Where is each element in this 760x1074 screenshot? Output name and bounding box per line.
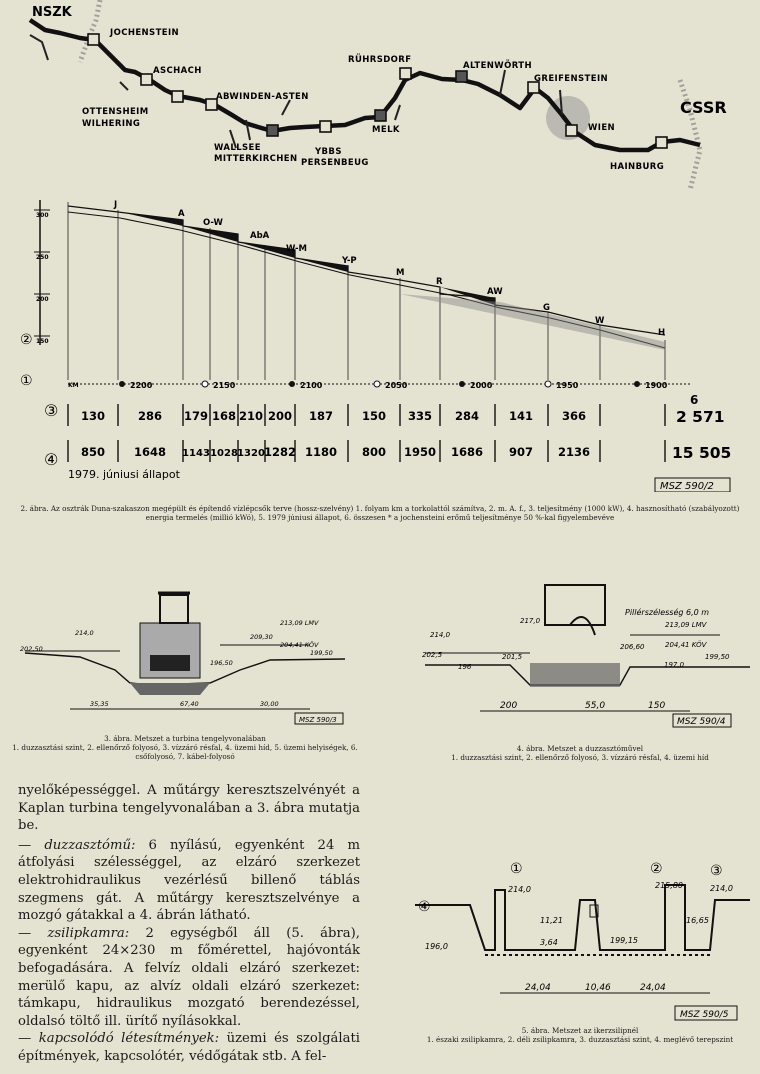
km-1900: 1900	[645, 381, 668, 390]
station-r: R	[436, 277, 443, 287]
fig3-level: 196,50	[210, 659, 233, 667]
row4-cell: 907	[508, 445, 534, 459]
marker-2: ②	[20, 332, 33, 348]
total-energy: 15 505	[672, 444, 732, 462]
row4-cell: 1028	[210, 448, 238, 459]
paragraph-4-text: üzemi és szolgálati építmények, kapcsolótér, védőgátak stb. A fel-	[18, 1031, 360, 1064]
paragraph-2: — duzzasztómű: 6 nyílású, egyenként 24 m átfolyási szélességgel, az elzáró szerkezet elektrohidraulikus vezérlésű billenő táblás szegmens gát. A műtárgy keresztszelvénye a mozgó gátakkal a 4. ábrán látható.	[18, 837, 360, 924]
station-m: M	[396, 268, 405, 278]
fig5-height: 11,21	[540, 916, 563, 925]
label-hainburg: HAINBURG	[610, 162, 665, 172]
figure5-caption-title: 5. ábra. Metszet az ikerzsilipnél	[521, 1026, 639, 1035]
fig5-level: 196,0	[425, 942, 448, 951]
figure5-caption	[405, 1026, 755, 1044]
dam-ottensheim	[172, 91, 183, 102]
fig4-dim: 55,0	[585, 701, 606, 711]
data-table	[0, 392, 760, 492]
msz-590-3: MSZ 590/3	[299, 716, 337, 724]
fig4-level: 217,0	[520, 617, 541, 625]
fig5-marker-2: ②	[650, 861, 663, 877]
scale-250: 250	[36, 254, 49, 261]
row3-cell: 284	[454, 409, 480, 423]
term-zsilipkamra: zsilipkamra:	[47, 925, 130, 941]
dam-wien	[566, 125, 577, 136]
fig5-dim: 24,04	[525, 983, 551, 993]
row3-cell: 150	[361, 409, 387, 423]
fig4-level: 201,5	[502, 653, 523, 661]
fig3-dim: 67,40	[180, 700, 199, 708]
label-altenworth: ALTENWÖRTH	[463, 61, 532, 71]
figure3-caption-body: 1. duzzasztási szint, 2. ellenőrző folyosó, 3. vízzáró résfal, 4. üzemi híd, 5. üzemi helyiségek, 6. csőfolyosó, 7. kábel-folyosó	[12, 743, 358, 761]
dam-melk	[375, 110, 386, 121]
fig4-level: 206,60	[620, 643, 645, 651]
dam-aschach	[141, 74, 152, 85]
km-2000: 2000	[470, 381, 493, 390]
dam-ruhrsdorf	[400, 68, 411, 79]
fig5-level: 214,0	[508, 885, 531, 894]
danube-map	[0, 0, 760, 190]
label-wien: WIEN	[588, 123, 616, 133]
fig5-level: 199,15	[610, 936, 638, 945]
fig3-level: 202,50	[20, 645, 43, 653]
msz-590-4: MSZ 590/4	[677, 717, 726, 727]
station-aw: AW	[487, 287, 503, 297]
fig3-level: 204,41 KÖV	[280, 641, 319, 649]
fig3-level: 214,0	[75, 629, 94, 637]
msz-590-5: MSZ 590/5	[680, 1010, 729, 1020]
fig5-level: 215,80	[655, 881, 683, 890]
row3-cell: 210	[238, 409, 264, 423]
label-melk: MELK	[372, 125, 400, 135]
total-power: 2 571	[676, 408, 725, 426]
fig4-level: 196	[458, 663, 472, 671]
row3-cell: 130	[80, 409, 106, 423]
fig4-level: 214,0	[430, 631, 451, 639]
label-ybbs-1: YBBS	[315, 147, 342, 157]
paragraph-1: nyelőképességgel. A műtárgy keresztszelvényét a Kaplan turbina tengelyvonalában a 3. ábra mutatja be.	[18, 783, 360, 834]
row3-cell: 286	[137, 409, 163, 423]
fig3-dim: 35,35	[90, 700, 109, 708]
km-2150: 2150	[213, 381, 236, 390]
row3-cell: 200	[267, 409, 293, 423]
marker-1: ①	[20, 373, 33, 389]
row3-cell: 141	[508, 409, 534, 423]
fig5-dim: 24,04	[640, 983, 666, 993]
dam-wallsee	[267, 125, 278, 136]
figure4-caption-body: 1. duzzasztási szint, 2. ellenőrző folyosó, 3. vízzáró résfal, 4. üzemi híd	[451, 753, 709, 762]
row4-cell: 1320	[237, 448, 265, 459]
label-greifenstein: GREIFENSTEIN	[534, 74, 609, 84]
scale-150: 150	[36, 338, 49, 345]
fig4-dim: 150	[648, 701, 666, 711]
km-2200: 2200	[130, 381, 153, 390]
station-yp: Y-P	[342, 256, 357, 266]
row3-cell: 168	[211, 409, 237, 423]
scale-200: 200	[36, 296, 49, 303]
label-ybbs-2: PERSENBEUG	[301, 158, 369, 168]
map-nszk: NSZK	[32, 5, 72, 20]
msz-590-2: MSZ 590/2	[660, 481, 714, 492]
row3-cell: 179	[183, 409, 209, 423]
term-duzzasztomu: duzzasztómű:	[44, 837, 136, 853]
paragraph-3-text: 2 egységből áll (5. ábra), egyenként 24×230 m főmérettel, hajóvonták befogadására. A felvíz oldali elzáró szerkezet: merülő kapu, az alvíz oldali elzáró szerkezet: támkapu, hidraulikus mozgató berendezéssel, oldalsó töltő ill. ürítő nyílásokkal.	[18, 925, 360, 1029]
figure3-caption	[5, 734, 365, 761]
row4-cell: 1648	[133, 445, 167, 459]
figure3-caption-title: 3. ábra. Metszet a turbina tengelyvonalában	[104, 734, 266, 743]
fig4-pillar: Pillérszélesség 6,0 m	[625, 608, 710, 617]
marker-3: ③	[44, 401, 59, 420]
km-label: KM	[68, 382, 79, 389]
fig5-dim: 10,46	[585, 983, 611, 993]
fig5-level: 214,0	[710, 884, 733, 893]
figure3-drawing	[10, 575, 360, 725]
km-1950: 1950	[556, 381, 579, 390]
fig3-level: 209,30	[250, 633, 273, 641]
paragraph-3: — zsilipkamra: 2 egységből áll (5. ábra), egyenként 24×230 m főmérettel, hajóvonták befogadására. A felvíz oldali elzáró szerkezet: merülő kapu, az alvíz oldali elzáró szerkezet: támkapu, hidraulikus mozgató berendezéssel, oldalsó töltő ill. ürítő nyílásokkal.	[18, 925, 360, 1029]
dam-altenworth	[456, 71, 467, 82]
row3-cell: 366	[561, 409, 587, 423]
station-h: H	[658, 328, 666, 338]
fig5-marker-1: ①	[510, 861, 523, 877]
figure4-drawing	[420, 575, 755, 730]
article-text	[18, 782, 360, 1066]
fig4-level: 197,0	[664, 661, 685, 669]
label-jochenstein: JOCHENSTEIN	[110, 28, 180, 38]
label-ottensheim-2: WILHERING	[82, 119, 141, 129]
figure5-caption-body: 1. északi zsilipkamra, 2. déli zsilipkamra, 3. duzzasztási szint, 4. meglévő terepszint	[426, 1035, 734, 1044]
scale-300: 300	[36, 212, 49, 219]
dam-hainburg	[656, 137, 667, 148]
fig3-level: 213,09 LMV	[280, 619, 319, 627]
marker-4: ④	[44, 450, 59, 469]
figure4-caption-title: 4. ábra. Metszet a duzzasztóművel	[516, 744, 644, 753]
fig4-level: 204,41 KÖV	[665, 641, 707, 649]
dam-ybbs	[320, 121, 331, 132]
label-wallsee-2: MITTERKIRCHEN	[214, 154, 298, 164]
label-wallsee-1: WALLSEE	[214, 143, 261, 153]
term-kapcsolodo: kapcsolódó létesítmények:	[38, 1031, 220, 1047]
fig5-marker-4: ④	[418, 899, 431, 915]
row3-cell: 187	[308, 409, 334, 423]
row4-cell: 1282	[263, 445, 297, 459]
km-2050: 2050	[385, 381, 408, 390]
row3-cell: 335	[407, 409, 433, 423]
fig4-level: 213,09 LMV	[665, 621, 707, 629]
fig4-dim: 200	[500, 701, 518, 711]
row4-cell: 1950	[403, 445, 437, 459]
fig5-height: 3,64	[540, 938, 558, 947]
row4-cell: 2136	[557, 445, 591, 459]
label-abwinden: ABWINDEN-ASTEN	[216, 92, 309, 102]
station-g: G	[543, 303, 550, 313]
fig3-dim: 30,00	[260, 700, 279, 708]
dam-jochenstein	[88, 34, 99, 45]
fig4-level: 202,5	[422, 651, 443, 659]
station-ow: O-W	[203, 218, 223, 228]
km-2100: 2100	[300, 381, 323, 390]
station-a: A	[178, 209, 185, 219]
year-label: 1979. júniusi állapot	[68, 468, 180, 481]
figure5-drawing	[410, 855, 755, 1025]
station-w: W	[595, 316, 605, 326]
paragraph-4: — kapcsolódó létesítmények: üzemi és szolgálati építmények, kapcsolótér, védőgátak stb. A fel-	[18, 1031, 360, 1064]
station-wm: W-M	[286, 244, 307, 254]
fig5-height: 16,65	[686, 916, 709, 925]
station-j: J	[114, 200, 118, 210]
row4-cell: 1180	[304, 445, 338, 459]
station-aba: AbA	[250, 231, 270, 241]
fig5-marker-3: ③	[710, 863, 723, 879]
row4-cell: 850	[80, 445, 106, 459]
total-marker: 6	[690, 393, 699, 407]
row4-cell: 1686	[450, 445, 484, 459]
figure4-caption	[405, 744, 755, 762]
paragraph-2-text: 6 nyílású, egyenként 24 m átfolyási szélességgel, az elzáró szerkezet elektrohidraulikus vezérlésű billenő táblás szegmens gát. A műtárgy keresztszelvénye a mozgó gátakkal a 4. ábrán látható.	[18, 837, 360, 924]
map-cssr: CSSR	[680, 98, 727, 117]
row4-cell: 1143	[182, 448, 210, 459]
label-aschach: ASCHACH	[153, 66, 202, 76]
figure2-caption: 2. ábra. Az osztrák Duna-szakaszon megépült és építendő vízlépcsők terve (hossz-szelvény) 1. folyam km a torkolattól számítva, 2. m. A. f., 3. teljesítmény (1000 kW), 4. hasznosítható (szabályozott) energia termelés (millió kWó), 5. 1979 júniusi állapot, 6. összesen * a jochensteini erőmű teljesítménye 50 %-kal figyelembevéve	[20, 504, 740, 522]
fig3-level: 199,50	[310, 649, 333, 657]
label-ruhrsdorf: RÜHRSDORF	[348, 55, 412, 65]
label-ottensheim-1: OTTENSHEIM	[82, 107, 149, 117]
row4-cell: 800	[361, 445, 387, 459]
longitudinal-profile	[0, 190, 760, 390]
fig4-level: 199,50	[705, 653, 730, 661]
